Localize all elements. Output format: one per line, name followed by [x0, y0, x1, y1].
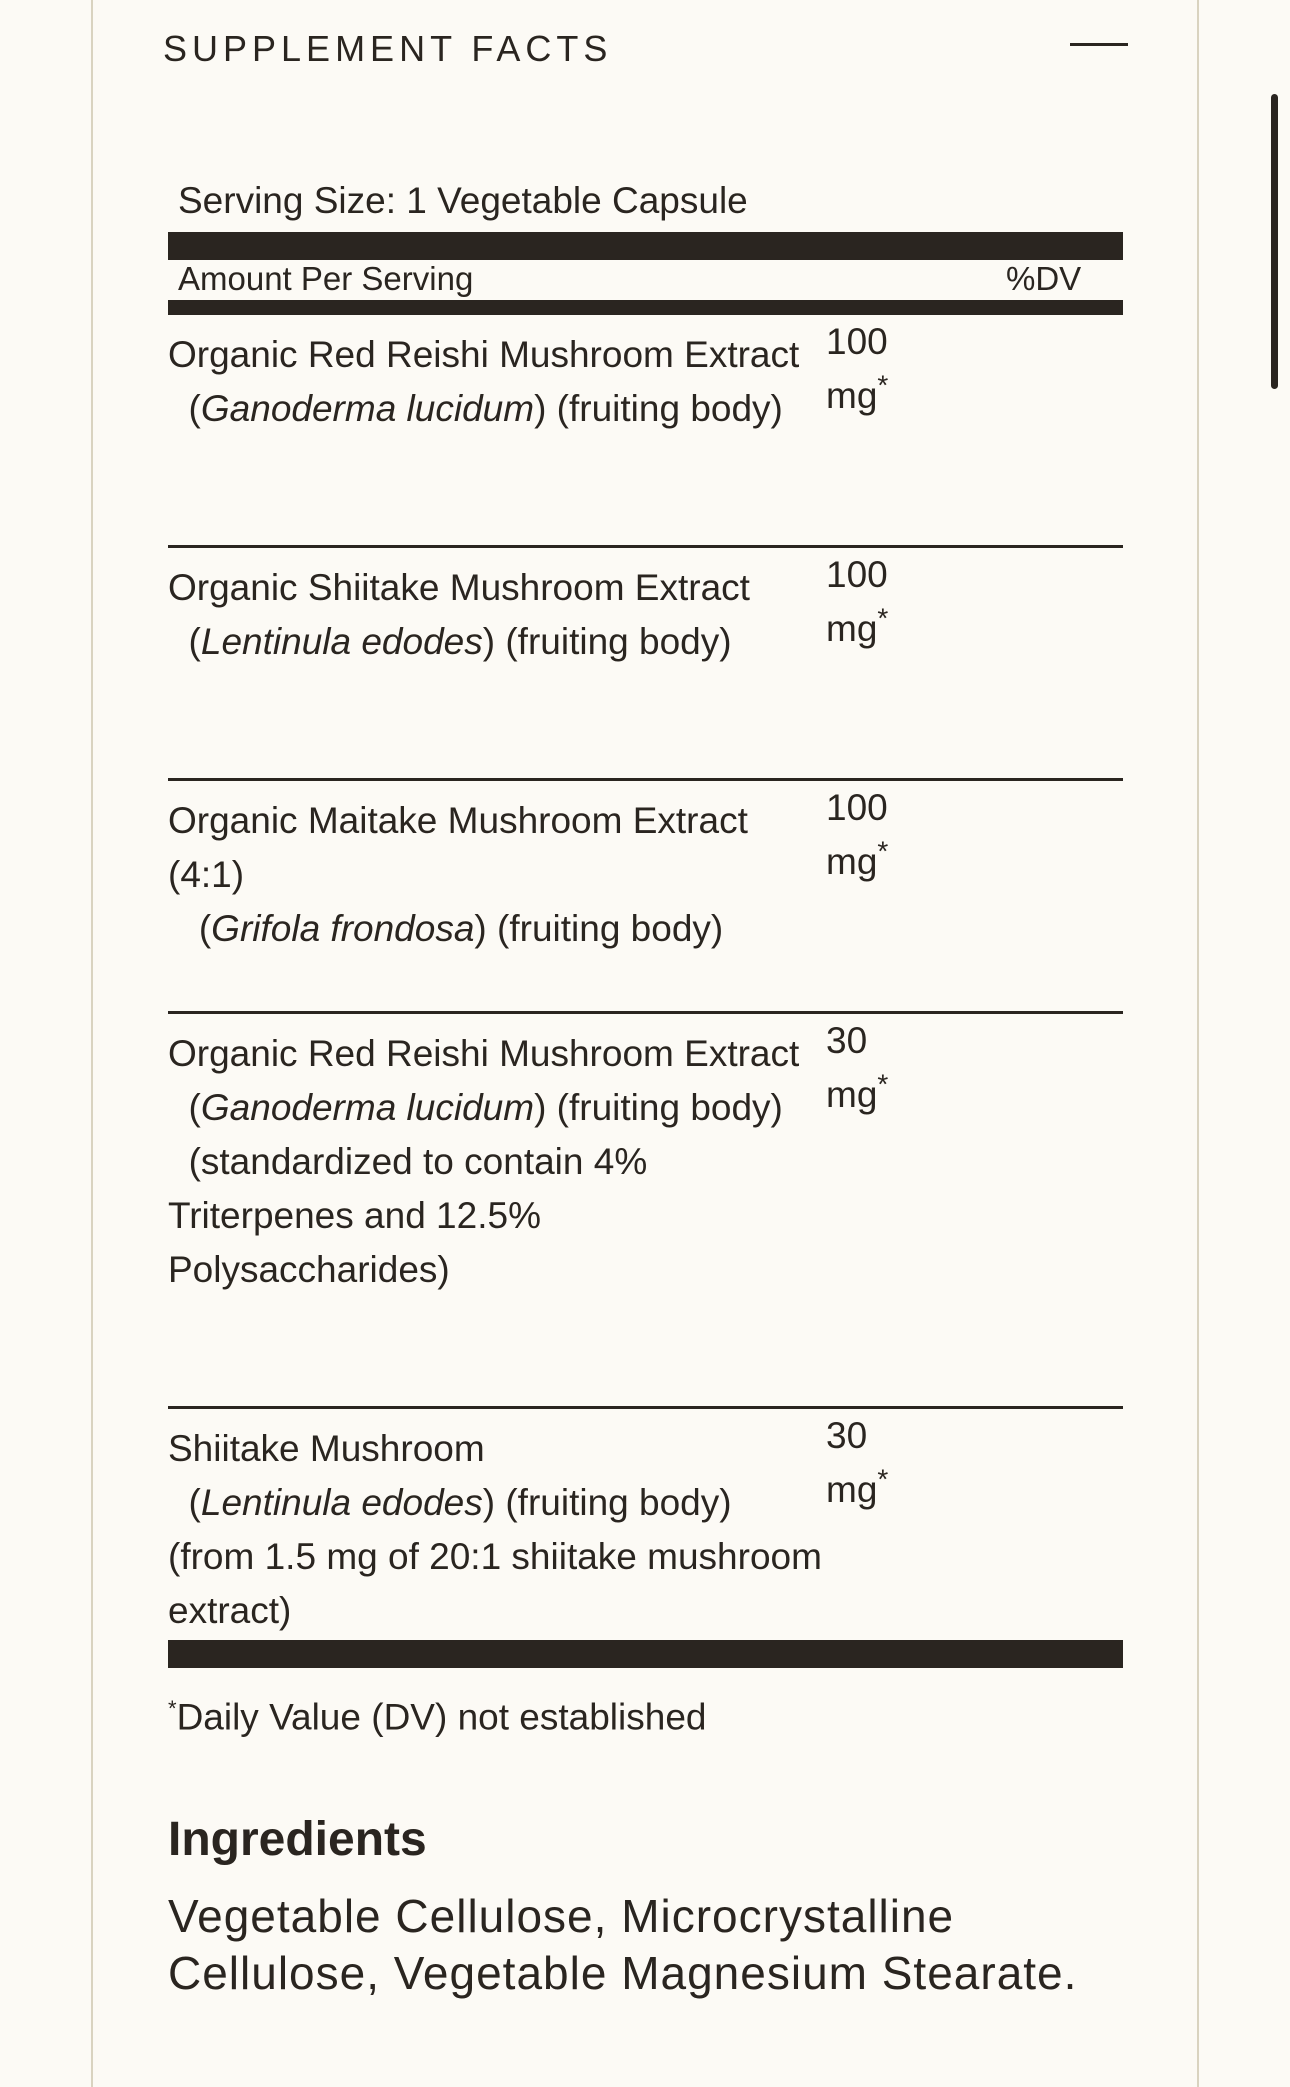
ingredient-amount: 100 mg*: [826, 787, 889, 882]
ingredient-name: Organic Maitake Mushroom Extract (4:1) (Grifola frondosa) (fruiting body): [168, 800, 748, 949]
ingredients-heading: Ingredients: [168, 1813, 427, 1866]
thick-divider-top: [168, 232, 1123, 260]
collapse-toggle-minus-icon[interactable]: [1070, 43, 1128, 46]
ingredient-name: Organic Red Reishi Mushroom Extract (Ganoderma lucidum) (fruiting body): [168, 334, 800, 429]
ingredient-amount: 30 mg*: [826, 1020, 889, 1115]
scrollbar[interactable]: [1271, 94, 1278, 389]
ingredient-name: Shiitake Mushroom (Lentinula edodes) (fruiting body) (from 1.5 mg of 20:1 shiitake mushroom extract): [168, 1428, 822, 1631]
ingredient-amount: 100 mg*: [826, 321, 889, 416]
serving-size: Serving Size: 1 Vegetable Capsule: [178, 180, 748, 221]
footnote-mark: *: [168, 1696, 177, 1721]
supplement-facts-table: [168, 315, 1123, 1641]
ingredient-name: Organic Shiitake Mushroom Extract (Lentinula edodes) (fruiting body): [168, 567, 750, 662]
dv-header: %DV: [1006, 260, 1082, 297]
table-row: [168, 1014, 1123, 1409]
ingredient-name: Organic Red Reishi Mushroom Extract (Ganoderma lucidum) (fruiting body) (standardized to contain 4% Triterpenes and 12.5% Polysaccharides): [168, 1033, 800, 1290]
section-title: SUPPLEMENT FACTS: [163, 28, 613, 69]
dv-footnote: *Daily Value (DV) not established: [168, 1696, 707, 1738]
thick-divider-bottom: [168, 1640, 1123, 1668]
ingredient-amount: 100 mg*: [826, 554, 889, 649]
panel-border-left: [91, 0, 93, 2087]
panel-border-right: [1197, 0, 1199, 2087]
ingredients-text: Vegetable Cellulose, Microcrystalline Cellulose, Vegetable Magnesium Stearate.: [168, 1890, 1078, 1999]
table-row: [168, 1409, 1123, 1641]
table-row: [168, 315, 1123, 548]
table-row: [168, 548, 1123, 781]
amount-per-serving-header: Amount Per Serving: [178, 260, 474, 297]
table-row: [168, 781, 1123, 1014]
thick-divider-header: [168, 300, 1123, 315]
ingredient-amount: 30 mg*: [826, 1415, 889, 1510]
